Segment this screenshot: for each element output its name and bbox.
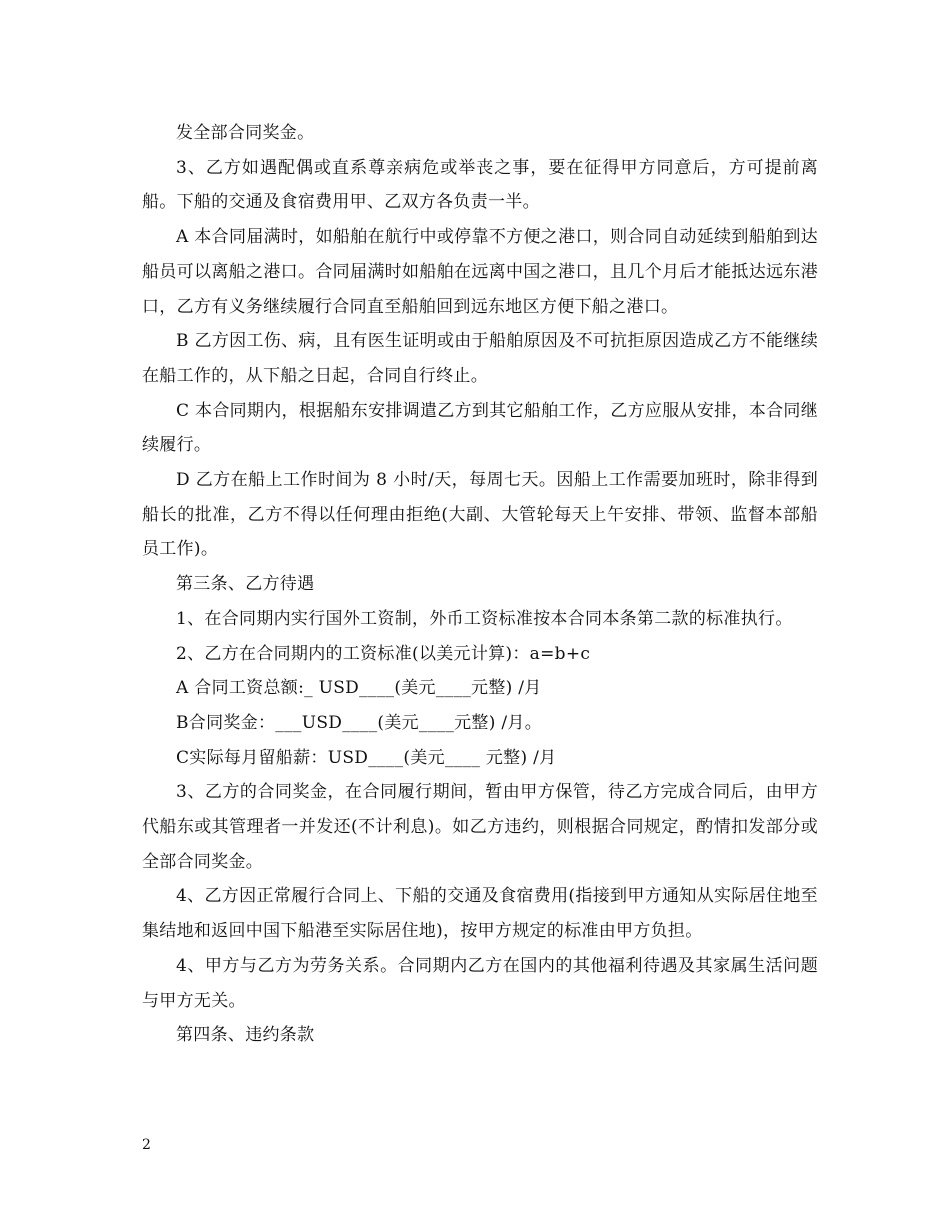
line-monthly-onboard-pay: C实际每月留船薪：USD____(美元____ 元整) /月	[176, 747, 557, 768]
paragraph-clause-a-contract-expiry: A 本合同届满时，如船舶在航行中或停靠不方便之港口，则合同自动延续到船舶到达船员可以离船之港口。合同届满时如船舶在远离中国之港口，且几个月后才能抵达远东港口，乙方有义务继续履行合同直至船舶回到远东地区方便下船之港口。	[142, 227, 818, 317]
section-heading-article-4: 第四条、违约条款	[176, 1025, 315, 1046]
paragraph-bonus-continuation: 发全部合同奖金。	[176, 123, 315, 143]
paragraph-bonus-custody: 3、乙方的合同奖金，在合同履行期间，暂由甲方保管，待乙方完成合同后，由甲方代船东或其管理者一并发还(不计利息)。如乙方违约，则根据合同规定，酌情扣发部分或全部合同奖金。	[142, 782, 818, 872]
paragraph-salary-system: 1、在合同期内实行国外工资制，外币工资标准按本合同本条第二款的标准执行。	[176, 608, 793, 629]
paragraph-clause-d-working-hours: D 乙方在船上工作时间为 8 小时/天，每周七天。因船上工作需要加班时，除非得到船长的批准，乙方不得以任何理由拒绝(大副、大管轮每天上午安排、带领、监督本部船员工作)。	[142, 470, 818, 560]
paragraph-clause-3-early-leave: 3、乙方如遇配偶或直系尊亲病危或举丧之事，要在征得甲方同意后，方可提前离船。下船的交通及食宿费用甲、乙双方各负责一半。	[142, 157, 818, 213]
paragraph-salary-standard: 2、乙方在合同期内的工资标准(以美元计算)：a=b+c	[176, 643, 591, 664]
line-contract-bonus: B合同奖金：___USD____(美元____元整) /月。	[176, 712, 542, 733]
page-number: 2	[142, 1137, 151, 1153]
paragraph-labor-relation: 4、甲方与乙方为劳务关系。合同期内乙方在国内的其他福利待遇及其家属生活问题与甲方无关。	[142, 955, 818, 1011]
paragraph-clause-b-injury: B 乙方因工伤、病，且有医生证明或由于船舶原因及不可抗拒原因造成乙方不能继续在船工作的，从下船之日起，合同自行终止。	[142, 331, 818, 386]
paragraph-clause-c-reassignment: C 本合同期内，根据船东安排调遣乙方到其它船舶工作，乙方应服从安排，本合同继续履行。	[142, 400, 818, 456]
line-total-wage: A 合同工资总额:_ USD____(美元____元整) /月	[176, 678, 542, 699]
document-body	[142, 116, 818, 1053]
paragraph-travel-expenses: 4、乙方因正常履行合同上、下船的交通及食宿费用(指接到甲方通知从实际居住地至集结地和返回中国下船港至实际居住地)，按甲方规定的标准由甲方负担。	[142, 886, 818, 942]
section-heading-article-3: 第三条、乙方待遇	[176, 574, 315, 595]
